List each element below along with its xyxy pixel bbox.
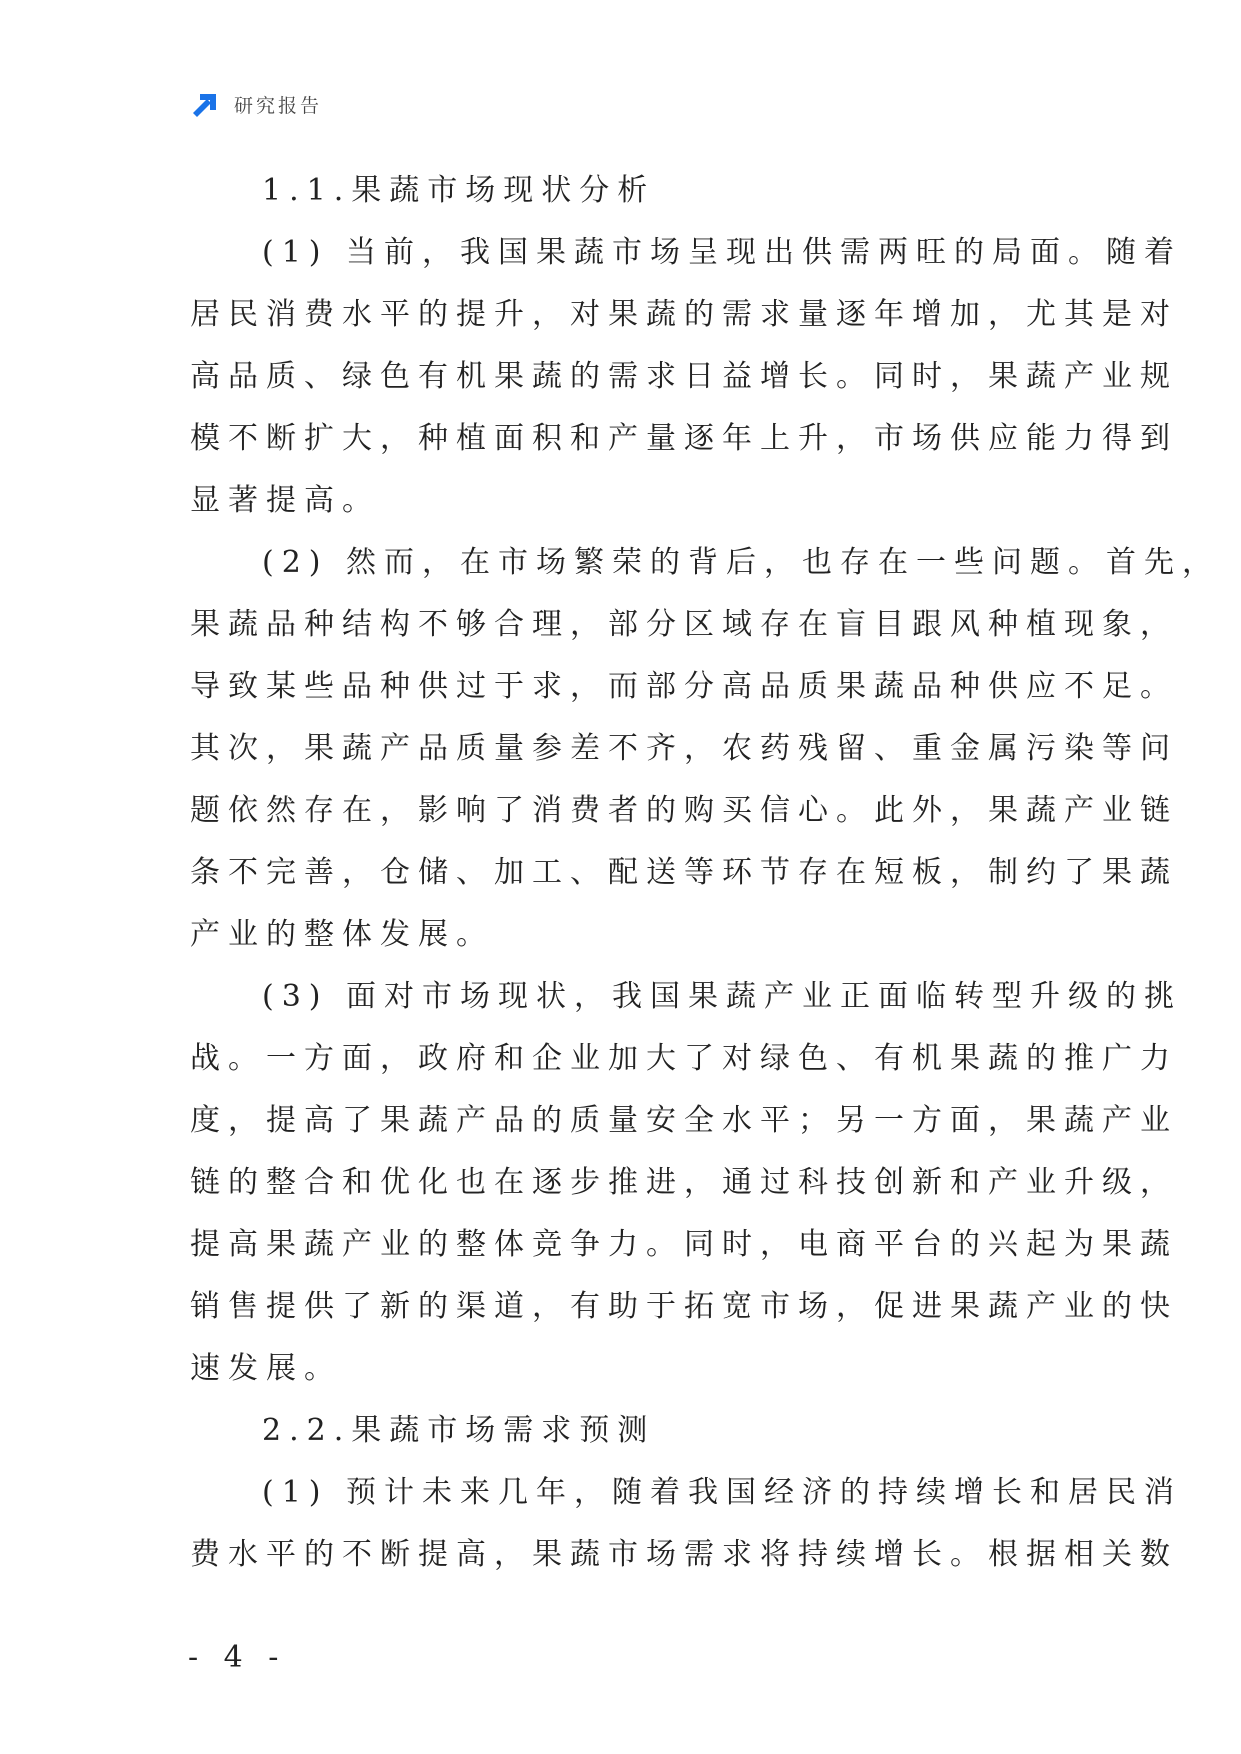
paragraph-line: 模不断扩大，种植面积和产量逐年上升，市场供应能力得到: [190, 421, 1178, 456]
section-heading: 2.2.果蔬市场需求预测: [262, 1413, 656, 1448]
paragraph-line: 条不完善，仓储、加工、配送等环节存在短板，制约了果蔬: [190, 855, 1178, 890]
arrow-up-right-icon: [190, 88, 222, 120]
paragraph-line: (1) 当前，我国果蔬市场呈现出供需两旺的局面。随着: [262, 235, 1183, 270]
paragraph: [190, 532, 1221, 966]
paragraph-line: 其次，果蔬产品质量参差不齐，农药残留、重金属污染等问: [190, 731, 1178, 766]
page-number: - 4 -: [188, 1640, 287, 1675]
header-title: 研究报告: [234, 94, 323, 117]
paragraph-line: 链的整合和优化也在逐步推进，通过科技创新和产业升级，: [190, 1165, 1178, 1200]
paragraph-line: (1) 预计未来几年，随着我国经济的持续增长和居民消: [262, 1475, 1183, 1510]
section-heading: 1.1.果蔬市场现状分析: [262, 173, 656, 208]
paragraph-line: 显著提高。: [190, 483, 380, 518]
paragraph-line: (2) 然而，在市场繁荣的背后，也存在一些问题。首先，: [262, 545, 1221, 580]
paragraph-line: 高品质、绿色有机果蔬的需求日益增长。同时，果蔬产业规: [190, 359, 1178, 394]
paragraph-line: (3) 面对市场现状，我国果蔬产业正面临转型升级的挑: [262, 979, 1183, 1014]
document-body: [190, 160, 1221, 1586]
paragraph-line: 题依然存在，影响了消费者的购买信心。此外，果蔬产业链: [190, 793, 1178, 828]
paragraph-line: 产业的整体发展。: [190, 917, 494, 952]
paragraph-line: 费水平的不断提高，果蔬市场需求将持续增长。根据相关数: [190, 1537, 1178, 1572]
paragraph-line: 导致某些品种供过于求，而部分高品质果蔬品种供应不足。: [190, 669, 1178, 704]
paragraph-line: 速发展。: [190, 1351, 342, 1386]
report-header: [190, 88, 322, 120]
paragraph-line: 度，提高了果蔬产品的质量安全水平；另一方面，果蔬产业: [190, 1103, 1178, 1138]
paragraph-line: 战。一方面，政府和企业加大了对绿色、有机果蔬的推广力: [190, 1041, 1178, 1076]
paragraph: [190, 966, 1183, 1400]
paragraph: [190, 1462, 1183, 1586]
paragraph-line: 销售提供了新的渠道，有助于拓宽市场，促进果蔬产业的快: [190, 1289, 1178, 1324]
paragraph-line: 提高果蔬产业的整体竞争力。同时，电商平台的兴起为果蔬: [190, 1227, 1178, 1262]
paragraph-line: 居民消费水平的提升，对果蔬的需求量逐年增加，尤其是对: [190, 297, 1178, 332]
paragraph: [190, 222, 1183, 532]
paragraph-line: 果蔬品种结构不够合理，部分区域存在盲目跟风种植现象，: [190, 607, 1178, 642]
